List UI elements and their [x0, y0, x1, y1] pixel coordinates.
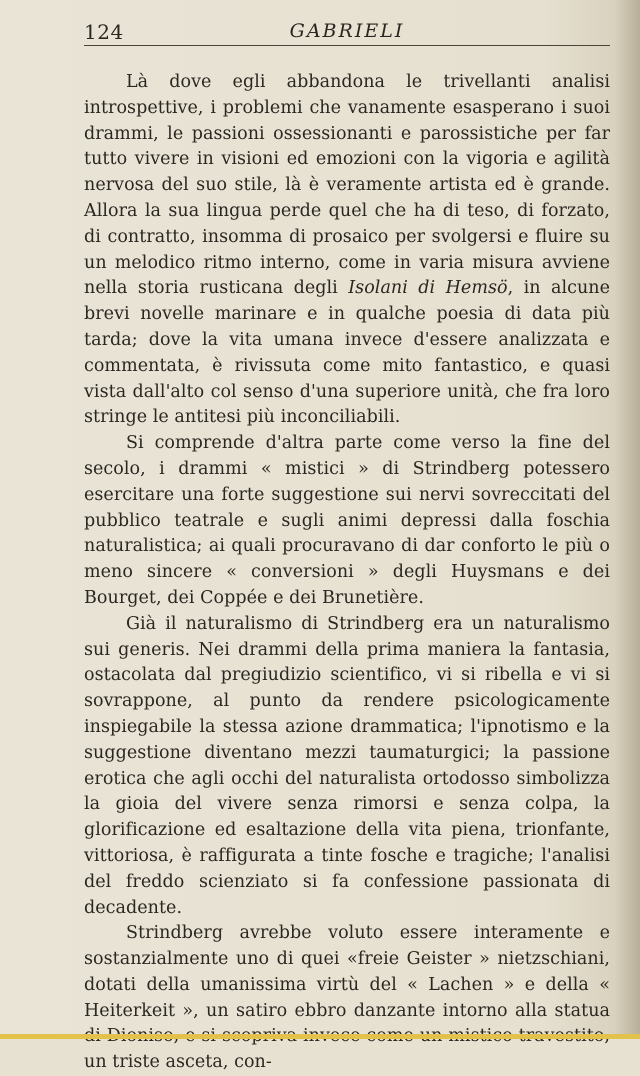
body-text: [84, 70, 610, 1076]
paragraph: Si comprende d'altra parte come verso la fine del secolo, i drammi « mistici » di Strindberg potessero esercitare una forte suggestione sui nervi sovreccitati del pubblico teatrale e sugli animi depressi dalla foschia naturalistica; ai quali procuravano di dar conforto le più o meno sincere « conversioni » degli Huysmans e dei Bourget, dei Coppée e dei Brunetière.: [84, 433, 610, 608]
header-rule: [84, 45, 610, 46]
running-title: GABRIELI: [289, 20, 405, 42]
page-bottom-edge: [0, 1034, 640, 1039]
paragraph: Strindberg avrebbe voluto essere interamente e sostanzialmente uno di quei «freie Geister » nietzschiani, dotati della umanissima virtù del « Lachen » e della « Heiterkeit », un satiro ebbro danzante intorno alla statua un triste asceta, con-: [84, 923, 610, 1073]
page-number: 124: [84, 20, 124, 44]
book-title-italic: Isolani di Hemsö: [348, 278, 508, 299]
page-header: [84, 20, 610, 46]
paragraph: Già il naturalismo di Strindberg era un naturalismo sui generis. Nei drammi della prima maniera la fantasia, ostacolata dal pregiudizio scientifico, vi si ribella e vi si sovrappone, al punto da rendere psicologicamente inspiegabile la stessa azione drammatica; l'ipnotismo e la suggestione diventano mezzi taumaturgici; la passione erotica che agli occhi del naturalista ortodosso simbolizza la gioia del vivere senza rimorsi e senza colpa, la glorificazione ed esaltazione della vita piena, trionfante, vittoriosa, è raffigurata a tinte fosche e tragiche; l'analisi del freddo scienziato si fa confessione passionata di decadente.: [84, 613, 610, 918]
paragraph: Là dove egli abbandona le trivellanti analisi introspettive, i problemi che vanamente esasperano i suoi drammi, le passioni ossessionanti e parossistiche per far tutto vivere in visioni ed emozioni con la vigoria e agilità nervosa del suo stile, là è veramente artista ed è grande. Allora la sua lingua perde quel che ha di teso, di forzato, di contratto, insomma di prosaico per svolgersi e fluire su un melodico ritmo interno, come in varia misura avviene nella storia rusticana degli Isolani di Hemsö, in alcune brevi novelle marinare e in qualche poesia di data più tarda; dove la vita umana invece d'essere analizzata e commentata, è rivissuta come mito fantastico, e quasi vista dall'alto col senso d'una superiore unità, che fra loro stringe le antitesi più inconciliabili.: [84, 72, 611, 428]
